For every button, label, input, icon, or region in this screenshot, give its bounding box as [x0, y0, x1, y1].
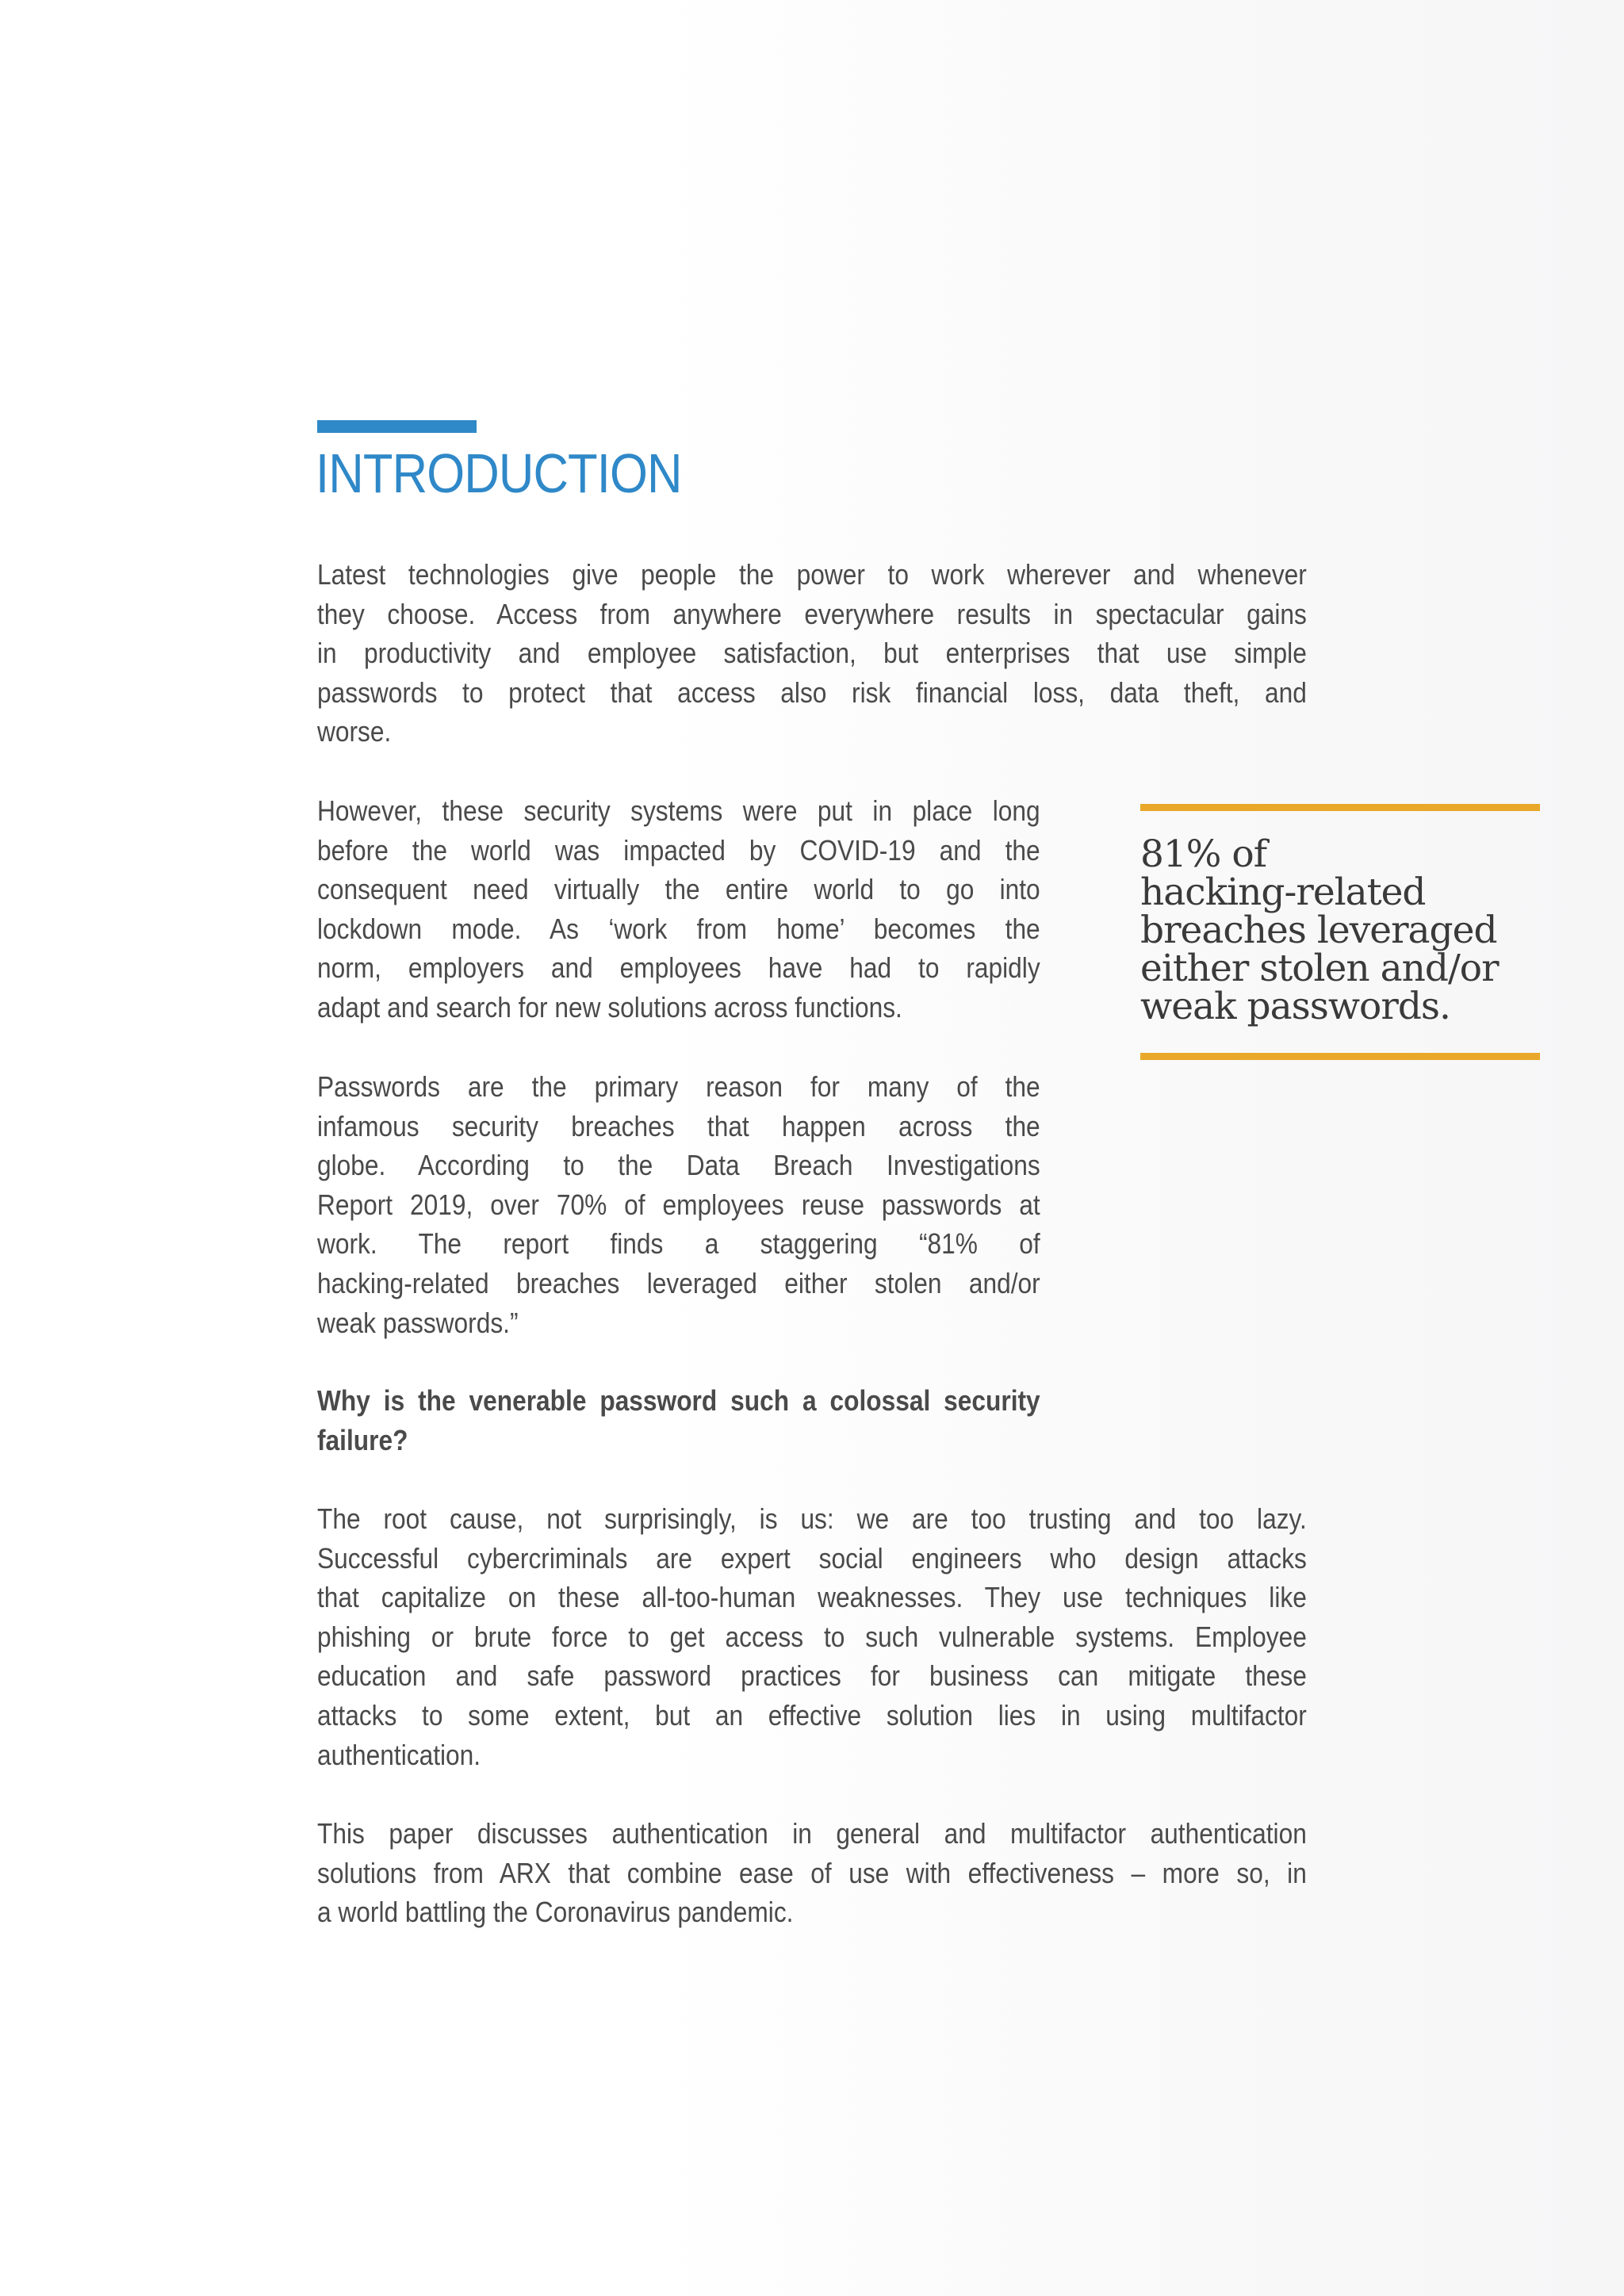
title-accent-bar [317, 420, 477, 433]
paragraph-line: Latest technologies give people the power to work wherever and whenever [317, 558, 1307, 591]
paragraph-line: infamous security breaches that happen across the [317, 1109, 1040, 1142]
paragraph-line: Successful cybercriminals are expert social engineers who design attacks [317, 1541, 1307, 1575]
paragraph-line: in productivity and employee satisfaction, but enterprises that use simple [317, 637, 1307, 670]
paragraph-line: globe. According to the Data Breach Investigations [317, 1149, 1040, 1182]
paragraph-line: norm, employers and employees have had to rapidly [317, 951, 1040, 985]
intro-paragraph-4 [317, 1499, 1307, 1774]
paragraph-line: authentication. [317, 1738, 481, 1771]
paragraph-line: before the world was impacted by COVID-19 and the [317, 833, 1040, 867]
paragraph-line: Passwords are the primary reason for many of the [317, 1070, 1040, 1103]
paragraph-line: consequent need virtually the entire world to go into [317, 873, 1040, 906]
intro-paragraph-3 [317, 1067, 1040, 1342]
pull-quote-line: hacking-related [1140, 871, 1426, 914]
subheading-line: Why is the venerable password such a colossal security [317, 1384, 1040, 1417]
paragraph-line: a world battling the Coronavirus pandemic. [317, 1896, 794, 1929]
subheading-line: failure? [317, 1423, 408, 1456]
intro-paragraph-1 [317, 555, 1307, 752]
callout-bottom-rule [1140, 1053, 1540, 1060]
paragraph-line: This paper discusses authentication in general and multifactor authentication [317, 1817, 1307, 1850]
pull-quote-line: breaches leveraged [1140, 909, 1497, 952]
pull-quote-line: either stolen and/or [1140, 947, 1499, 990]
paragraph-line: they choose. Access from anywhere everywhere results in spectacular gains [317, 597, 1307, 630]
paragraph-line: weak passwords.” [317, 1306, 519, 1339]
paragraph-line: phishing or brute force to get access to such vulnerable systems. Employee [317, 1620, 1307, 1653]
paragraph-line: solutions from ARX that combine ease of use with effectiveness – more so, in [317, 1856, 1307, 1889]
paragraph-line: that capitalize on these all-too-human weaknesses. They use techniques like [317, 1581, 1307, 1614]
pull-quote-line: 81% of [1140, 832, 1267, 876]
subheading [317, 1381, 1040, 1460]
paragraph-line: Report 2019, over 70% of employees reuse passwords at [317, 1188, 1040, 1221]
paragraph-line: The root cause, not surprisingly, is us: we are too trusting and too lazy. [317, 1502, 1307, 1535]
paragraph-line: lockdown mode. As ‘work from home’ becomes the [317, 912, 1040, 945]
paragraph-line: attacks to some extent, but an effective solution lies in using multifactor [317, 1698, 1307, 1732]
paragraph-line: work. The report finds a staggering “81% of [317, 1227, 1040, 1261]
paragraph-line: worse. [317, 715, 392, 748]
paragraph-line: hacking-related breaches leveraged either stolen and/or [317, 1266, 1040, 1299]
paragraph-line: passwords to protect that access also risk financial loss, data theft, and [317, 675, 1307, 709]
paragraph-line: However, these security systems were put in place long [317, 794, 1040, 827]
intro-paragraph-2 [317, 791, 1040, 1027]
callout-top-rule [1140, 804, 1540, 811]
paragraph-line: education and safe password practices for business can mitigate these [317, 1659, 1307, 1693]
pull-quote-line: weak passwords. [1140, 985, 1450, 1028]
intro-paragraph-5 [317, 1814, 1307, 1932]
paragraph-line: adapt and search for new solutions across functions. [317, 990, 902, 1024]
pull-quote [1140, 832, 1545, 1028]
section-title: INTRODUCTION [316, 442, 682, 504]
